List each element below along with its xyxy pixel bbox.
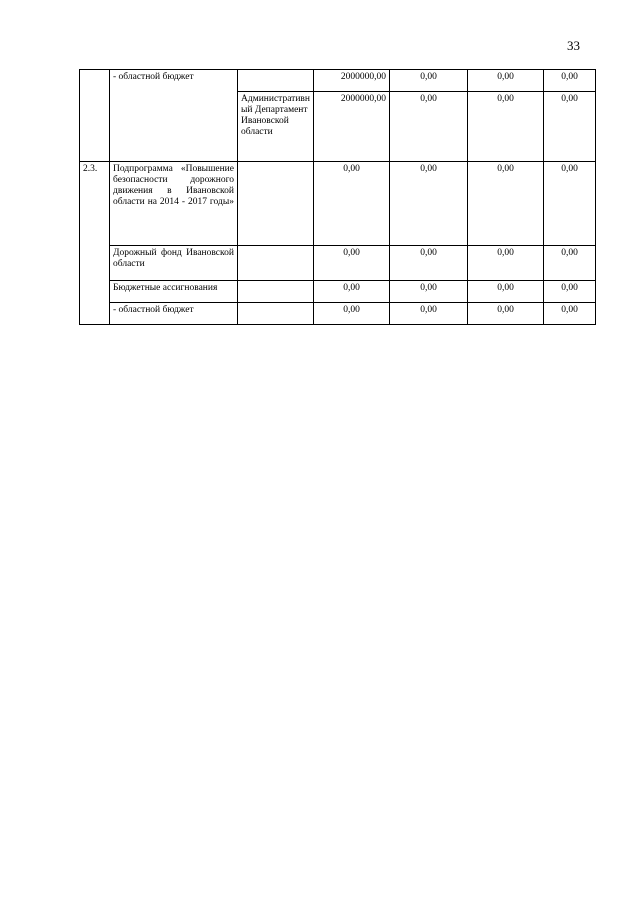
value-cell-4: 0,00 bbox=[544, 70, 596, 92]
value-cell-3: 0,00 bbox=[468, 92, 544, 162]
table-row bbox=[80, 70, 596, 92]
budget-table bbox=[79, 69, 596, 325]
value-cell-2: 0,00 bbox=[390, 92, 468, 162]
value-cell-2: 0,00 bbox=[390, 303, 468, 325]
row-name-cell: Дорожный фонд Ивановской области bbox=[110, 246, 238, 281]
value-cell-3: 0,00 bbox=[468, 70, 544, 92]
row-number-cell bbox=[80, 70, 110, 162]
executor-cell bbox=[238, 70, 314, 92]
value-cell-2: 0,00 bbox=[390, 162, 468, 246]
value-cell-3: 0,00 bbox=[468, 281, 544, 303]
row-name-cell: - областной бюджет bbox=[110, 303, 238, 325]
value-cell-2: 0,00 bbox=[390, 281, 468, 303]
page-number: 33 bbox=[567, 38, 580, 53]
value-cell-1: 0,00 bbox=[314, 281, 390, 303]
executor-cell bbox=[238, 162, 314, 246]
value-cell-3: 0,00 bbox=[468, 162, 544, 246]
value-cell-2: 0,00 bbox=[390, 70, 468, 92]
table-row bbox=[80, 246, 596, 281]
value-cell-4: 0,00 bbox=[544, 92, 596, 162]
table-row bbox=[80, 303, 596, 325]
executor-cell: Административный Департамент Ивановской области bbox=[238, 92, 314, 162]
executor-cell bbox=[238, 281, 314, 303]
value-cell-1: 0,00 bbox=[314, 303, 390, 325]
value-cell-2: 0,00 bbox=[390, 246, 468, 281]
value-cell-1: 2000000,00 bbox=[314, 70, 390, 92]
row-name-cell: - областной бюджет bbox=[110, 70, 238, 162]
value-cell-3: 0,00 bbox=[468, 246, 544, 281]
value-cell-4: 0,00 bbox=[544, 162, 596, 246]
table-row bbox=[80, 281, 596, 303]
value-cell-3: 0,00 bbox=[468, 303, 544, 325]
value-cell-4: 0,00 bbox=[544, 281, 596, 303]
executor-cell bbox=[238, 246, 314, 281]
row-name-cell: Бюджетные ассигнования bbox=[110, 281, 238, 303]
value-cell-1: 0,00 bbox=[314, 162, 390, 246]
row-name-cell: Подпрограмма «Повышение безопасности дорожного движения в Ивановской области на 2014 - 2017 годы» bbox=[110, 162, 238, 246]
table-row bbox=[80, 162, 596, 246]
value-cell-1: 2000000,00 bbox=[314, 92, 390, 162]
executor-cell bbox=[238, 303, 314, 325]
value-cell-4: 0,00 bbox=[544, 303, 596, 325]
value-cell-1: 0,00 bbox=[314, 246, 390, 281]
row-number-cell: 2.3. bbox=[80, 162, 110, 325]
value-cell-4: 0,00 bbox=[544, 246, 596, 281]
